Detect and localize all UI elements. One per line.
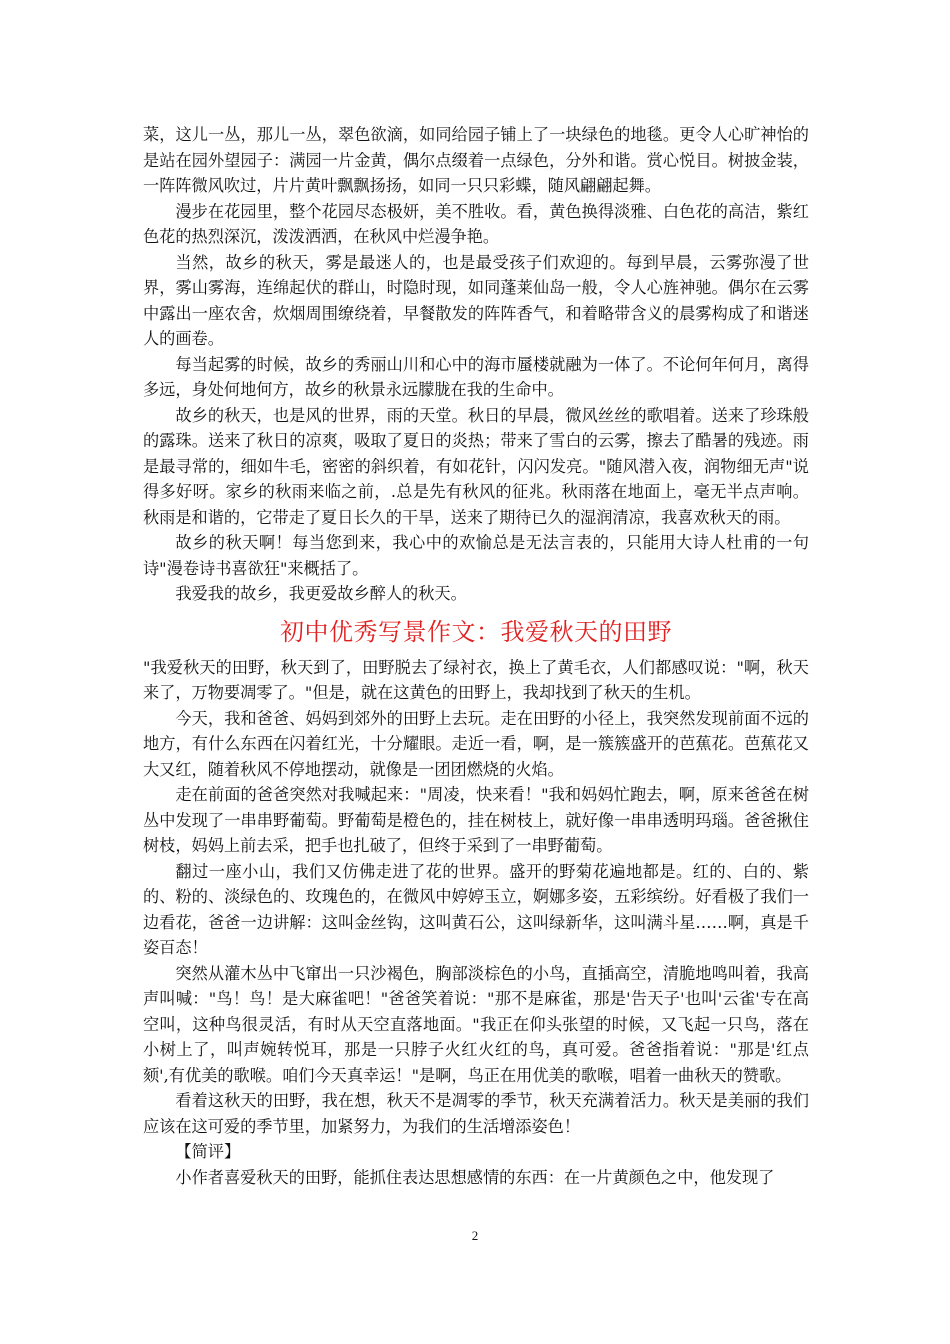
page-number: 2 <box>471 1228 479 1243</box>
paragraph: 我爱我的故乡，我更爱故乡醉人的秋天。 <box>175 584 467 603</box>
paragraph: 每当起雾的时候，故乡的秀丽山川和心中的海市蜃楼就融为一体了。不论何年何月，离得多远，身处何地何方，故乡的秋景永远朦胧在我的生命中。 <box>143 354 809 399</box>
paragraph: 故乡的秋天，也是风的世界，雨的天堂。秋日的早晨，微风丝丝的歌唱着。送来了珍珠般的露珠。送来了秋日的凉爽，吸取了夏日的炎热；带来了雪白的云雾，擦去了酷暑的残迹。雨是最寻常的，细如牛毛，密密的斜织着，有如花针，闪闪发亮。"随风潜入夜，润物细无声"说得多好呀。家乡的秋雨来临之前，.总是先有秋风的征兆。秋雨落在地面上，毫无半点声响。秋雨是和谐的，它带走了夏日长久的干旱，送来了期待已久的湿润清凉，我喜欢秋天的雨。 <box>143 405 809 527</box>
article-heading: 初中优秀写景作文：我爱秋天的田野 <box>280 617 672 646</box>
paragraph: 今天，我和爸爸、妈妈到郊外的田野上去玩。走在田野的小径上，我突然发现前面不远的地方，有什么东西在闪着红光，十分耀眼。走近一看，啊，是一簇簇盛开的芭蕉花。芭蕉花又大又红，随着秋风不停地摆动，就像是一团团燃烧的火焰。 <box>143 708 809 779</box>
article-body <box>143 122 809 1190</box>
review-label: 【简评】 <box>175 1142 241 1161</box>
paragraph: 看着这秋天的田野，我在想，秋天不是凋零的季节，秋天充满着活力。秋天是美丽的我们应该在这可爱的季节里，加紧努力，为我们的生活增添姿色！ <box>143 1091 809 1136</box>
paragraph: 突然从灌木丛中飞窜出一只沙褐色，胸部淡棕色的小鸟，直插高空，清脆地鸣叫着，我高声叫喊："鸟！鸟！是大麻雀吧！"爸爸笑着说："那不是麻雀，那是'告天子'也叫'云雀'专在高空叫，这种鸟很灵活，有时从天空直落地面。"我正在仰头张望的时候，又飞起一只鸟，落在小树上了，叫声婉转悦耳，那是一只脖子火红火红的鸟，真可爱。爸爸指着说："那是'红点颏',有优美的歌喉。咱们今天真幸运！"是啊，鸟正在用优美的歌喉，唱着一曲秋天的赞歌。 <box>143 963 809 1085</box>
paragraph: 当然，故乡的秋天，雾是最迷人的，也是最受孩子们欢迎的。每到早晨，云雾弥漫了世界，雾山雾海，连绵起伏的群山，时隐时现，如同蓬莱仙岛一般，令人心旌神驰。偶尔在云雾中露出一座农舍，炊烟周围缭绕着，早餐散发的阵阵香气，和着略带含义的晨雾构成了和谐迷人的画卷。 <box>143 252 809 348</box>
paragraph: 翻过一座小山，我们又仿佛走进了花的世界。盛开的野菊花遍地都是。红的、白的、紫的、粉的、淡绿色的、玫瑰色的，在微风中婷婷玉立，婀娜多姿，五彩缤纷。好看极了我们一边看花，爸爸一边讲解：这叫金丝钩，这叫黄石公，这叫绿新华，这叫满斗星……啊，真是千姿百态！ <box>143 861 809 957</box>
paragraph: 小作者喜爱秋天的田野，能抓住表达思想感情的东西：在一片黄颜色之中，他发现了 <box>175 1167 775 1187</box>
paragraph: 漫步在花园里，整个花园尽态极妍，美不胜收。看，黄色换得淡雅、白色花的高洁，紫红色花的热烈深沉，泼泼洒洒，在秋风中烂漫争艳。 <box>143 201 809 246</box>
paragraph: 走在前面的爸爸突然对我喊起来："周凌，快来看！"我和妈妈忙跑去，啊，原来爸爸在树丛中发现了一串串野葡萄。野葡萄是橙色的，挂在树枝上，就好像一串串透明玛瑙。爸爸揪住树枝，妈妈上前去采，把手也扎破了，但终于采到了一串野葡萄。 <box>143 785 809 855</box>
paragraph: "我爱秋天的田野，秋天到了，田野脱去了绿衬衣，换上了黄毛衣，人们都感叹说："啊，秋天来了，万物要凋零了。"但是，就在这黄色的田野上，我却找到了秋天的生机。 <box>143 657 809 702</box>
paragraph: 菜，这儿一丛，那儿一丛，翠色欲滴，如同给园子铺上了一块绿色的地毯。更令人心旷神怡的是站在园外望园子：满园一片金黄，偶尔点缀着一点绿色，分外和谐。赏心悦目。树披金装，一阵阵微风吹过，片片黄叶飘飘扬扬，如同一只只彩蝶，随风翩翩起舞。 <box>143 125 809 195</box>
paragraph: 故乡的秋天啊！每当您到来，我心中的欢愉总是无法言表的，只能用大诗人杜甫的一句诗"漫卷诗书喜欲狂"来概括了。 <box>143 533 809 578</box>
